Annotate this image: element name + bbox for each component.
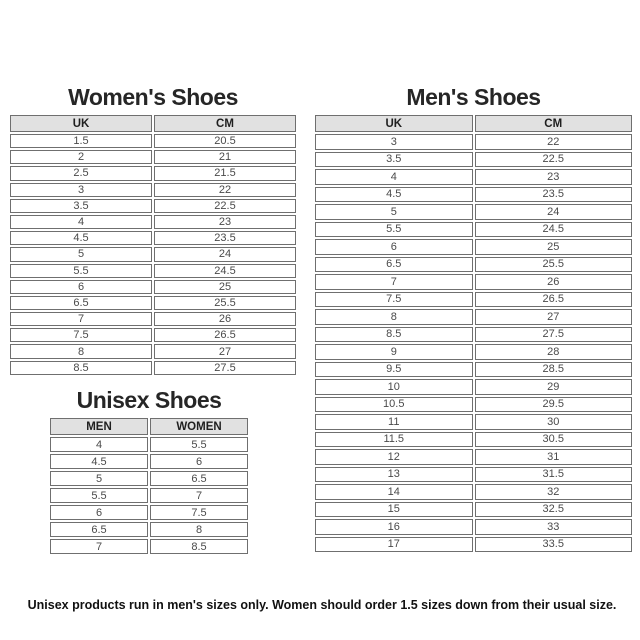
uk-size-cell: 3 <box>10 183 152 197</box>
table-row <box>50 437 248 452</box>
cm-size-cell: 29.5 <box>475 397 633 413</box>
unisex-shoes-table <box>48 416 250 556</box>
uk-size-cell: 13 <box>315 467 473 483</box>
uk-size-cell: 11 <box>315 414 473 430</box>
table-row <box>315 519 632 535</box>
table-row <box>315 432 632 448</box>
table-row <box>315 204 632 220</box>
women-size-cell: 7 <box>150 488 248 503</box>
table-row <box>315 309 632 325</box>
cm-size-cell: 24.5 <box>154 264 296 278</box>
table-row <box>315 169 632 185</box>
uk-size-cell: 4 <box>315 169 473 185</box>
women-size-cell: 6 <box>150 454 248 469</box>
uk-size-cell: 6.5 <box>10 296 152 310</box>
table-row <box>50 539 248 554</box>
sizing-footer-note: Unisex products run in men's sizes only. Women should order 1.5 sizes down from their usual size. <box>27 598 617 612</box>
cm-size-cell: 22.5 <box>475 152 633 168</box>
cm-size-cell: 24 <box>475 204 633 220</box>
table-row <box>10 312 296 326</box>
womens-header-cm: CM <box>154 115 296 132</box>
uk-size-cell: 2 <box>10 150 152 164</box>
table-row <box>315 344 632 360</box>
womens-header-row <box>10 115 296 132</box>
uk-size-cell: 7.5 <box>10 328 152 342</box>
uk-size-cell: 9.5 <box>315 362 473 378</box>
table-row <box>315 414 632 430</box>
womens-shoes-table <box>8 113 298 377</box>
womens-header-uk: UK <box>10 115 152 132</box>
uk-size-cell: 10.5 <box>315 397 473 413</box>
women-size-cell: 7.5 <box>150 505 248 520</box>
table-row <box>50 505 248 520</box>
cm-size-cell: 32 <box>475 484 633 500</box>
table-row <box>315 449 632 465</box>
table-row <box>315 152 632 168</box>
mens-shoes-title: Men's Shoes <box>406 84 541 110</box>
uk-size-cell: 6 <box>315 239 473 255</box>
uk-size-cell: 7.5 <box>315 292 473 308</box>
table-row <box>315 274 632 290</box>
table-row <box>315 239 632 255</box>
uk-size-cell: 17 <box>315 537 473 553</box>
uk-size-cell: 16 <box>315 519 473 535</box>
table-row <box>10 183 296 197</box>
cm-size-cell: 33.5 <box>475 537 633 553</box>
table-row <box>315 222 632 238</box>
table-row <box>315 484 632 500</box>
men-size-cell: 4 <box>50 437 148 452</box>
uk-size-cell: 12 <box>315 449 473 465</box>
table-row <box>315 502 632 518</box>
cm-size-cell: 29 <box>475 379 633 395</box>
table-row <box>315 187 632 203</box>
cm-size-cell: 27 <box>475 309 633 325</box>
women-size-cell: 8.5 <box>150 539 248 554</box>
table-row <box>50 471 248 486</box>
cm-size-cell: 25.5 <box>475 257 633 273</box>
cm-size-cell: 26.5 <box>475 292 633 308</box>
unisex-header-men: MEN <box>50 418 148 435</box>
mens-header-cm: CM <box>475 115 633 132</box>
mens-header-row <box>315 115 632 132</box>
table-row <box>10 328 296 342</box>
mens-header-uk: UK <box>315 115 473 132</box>
uk-size-cell: 4 <box>10 215 152 229</box>
table-row <box>315 134 632 150</box>
mens-shoes-rows <box>315 134 632 552</box>
uk-size-cell: 3.5 <box>10 199 152 213</box>
uk-size-cell: 6 <box>10 280 152 294</box>
men-size-cell: 5 <box>50 471 148 486</box>
cm-size-cell: 30.5 <box>475 432 633 448</box>
table-row <box>10 280 296 294</box>
uk-size-cell: 10 <box>315 379 473 395</box>
cm-size-cell: 27.5 <box>154 361 296 375</box>
table-row <box>315 537 632 553</box>
unisex-header-women: WOMEN <box>150 418 248 435</box>
cm-size-cell: 28.5 <box>475 362 633 378</box>
mens-shoes-table <box>313 113 634 554</box>
cm-size-cell: 33 <box>475 519 633 535</box>
unisex-shoes-section <box>48 387 250 556</box>
uk-size-cell: 8 <box>10 344 152 358</box>
cm-size-cell: 22 <box>475 134 633 150</box>
men-size-cell: 6 <box>50 505 148 520</box>
unisex-shoes-rows <box>50 437 248 554</box>
uk-size-cell: 15 <box>315 502 473 518</box>
uk-size-cell: 5.5 <box>315 222 473 238</box>
uk-size-cell: 1.5 <box>10 134 152 148</box>
table-row <box>10 166 296 180</box>
table-row <box>10 247 296 261</box>
uk-size-cell: 6.5 <box>315 257 473 273</box>
cm-size-cell: 21.5 <box>154 166 296 180</box>
table-row <box>315 397 632 413</box>
table-row <box>10 361 296 375</box>
women-size-cell: 8 <box>150 522 248 537</box>
cm-size-cell: 26 <box>154 312 296 326</box>
women-size-cell: 5.5 <box>150 437 248 452</box>
cm-size-cell: 22 <box>154 183 296 197</box>
table-row <box>50 488 248 503</box>
men-size-cell: 5.5 <box>50 488 148 503</box>
table-row <box>315 467 632 483</box>
table-row <box>315 257 632 273</box>
cm-size-cell: 21 <box>154 150 296 164</box>
uk-size-cell: 8 <box>315 309 473 325</box>
uk-size-cell: 7 <box>10 312 152 326</box>
uk-size-cell: 2.5 <box>10 166 152 180</box>
cm-size-cell: 30 <box>475 414 633 430</box>
womens-shoes-title: Women's Shoes <box>68 84 238 110</box>
uk-size-cell: 4.5 <box>10 231 152 245</box>
uk-size-cell: 8.5 <box>10 361 152 375</box>
uk-size-cell: 5 <box>315 204 473 220</box>
cm-size-cell: 23 <box>475 169 633 185</box>
uk-size-cell: 7 <box>315 274 473 290</box>
men-size-cell: 4.5 <box>50 454 148 469</box>
table-row <box>10 134 296 148</box>
womens-shoes-section <box>8 84 298 377</box>
table-row <box>50 522 248 537</box>
table-row <box>10 150 296 164</box>
uk-size-cell: 5 <box>10 247 152 261</box>
table-row <box>10 231 296 245</box>
cm-size-cell: 25.5 <box>154 296 296 310</box>
cm-size-cell: 23.5 <box>154 231 296 245</box>
womens-shoes-rows <box>10 134 296 375</box>
uk-size-cell: 9 <box>315 344 473 360</box>
uk-size-cell: 3.5 <box>315 152 473 168</box>
uk-size-cell: 3 <box>315 134 473 150</box>
cm-size-cell: 25 <box>154 280 296 294</box>
table-row <box>10 344 296 358</box>
cm-size-cell: 27.5 <box>475 327 633 343</box>
cm-size-cell: 26.5 <box>154 328 296 342</box>
cm-size-cell: 31.5 <box>475 467 633 483</box>
table-row <box>315 327 632 343</box>
uk-size-cell: 4.5 <box>315 187 473 203</box>
cm-size-cell: 22.5 <box>154 199 296 213</box>
cm-size-cell: 32.5 <box>475 502 633 518</box>
cm-size-cell: 24.5 <box>475 222 633 238</box>
uk-size-cell: 8.5 <box>315 327 473 343</box>
mens-shoes-section <box>313 84 634 554</box>
cm-size-cell: 25 <box>475 239 633 255</box>
cm-size-cell: 23.5 <box>475 187 633 203</box>
table-row <box>10 215 296 229</box>
women-size-cell: 6.5 <box>150 471 248 486</box>
uk-size-cell: 5.5 <box>10 264 152 278</box>
table-row <box>50 454 248 469</box>
unisex-shoes-title: Unisex Shoes <box>76 387 222 413</box>
cm-size-cell: 24 <box>154 247 296 261</box>
cm-size-cell: 23 <box>154 215 296 229</box>
cm-size-cell: 28 <box>475 344 633 360</box>
table-row <box>315 379 632 395</box>
table-row <box>10 296 296 310</box>
table-row <box>10 199 296 213</box>
cm-size-cell: 26 <box>475 274 633 290</box>
unisex-header-row <box>50 418 248 435</box>
table-row <box>315 362 632 378</box>
cm-size-cell: 20.5 <box>154 134 296 148</box>
table-row <box>10 264 296 278</box>
cm-size-cell: 27 <box>154 344 296 358</box>
table-row <box>315 292 632 308</box>
men-size-cell: 7 <box>50 539 148 554</box>
cm-size-cell: 31 <box>475 449 633 465</box>
uk-size-cell: 14 <box>315 484 473 500</box>
men-size-cell: 6.5 <box>50 522 148 537</box>
uk-size-cell: 11.5 <box>315 432 473 448</box>
